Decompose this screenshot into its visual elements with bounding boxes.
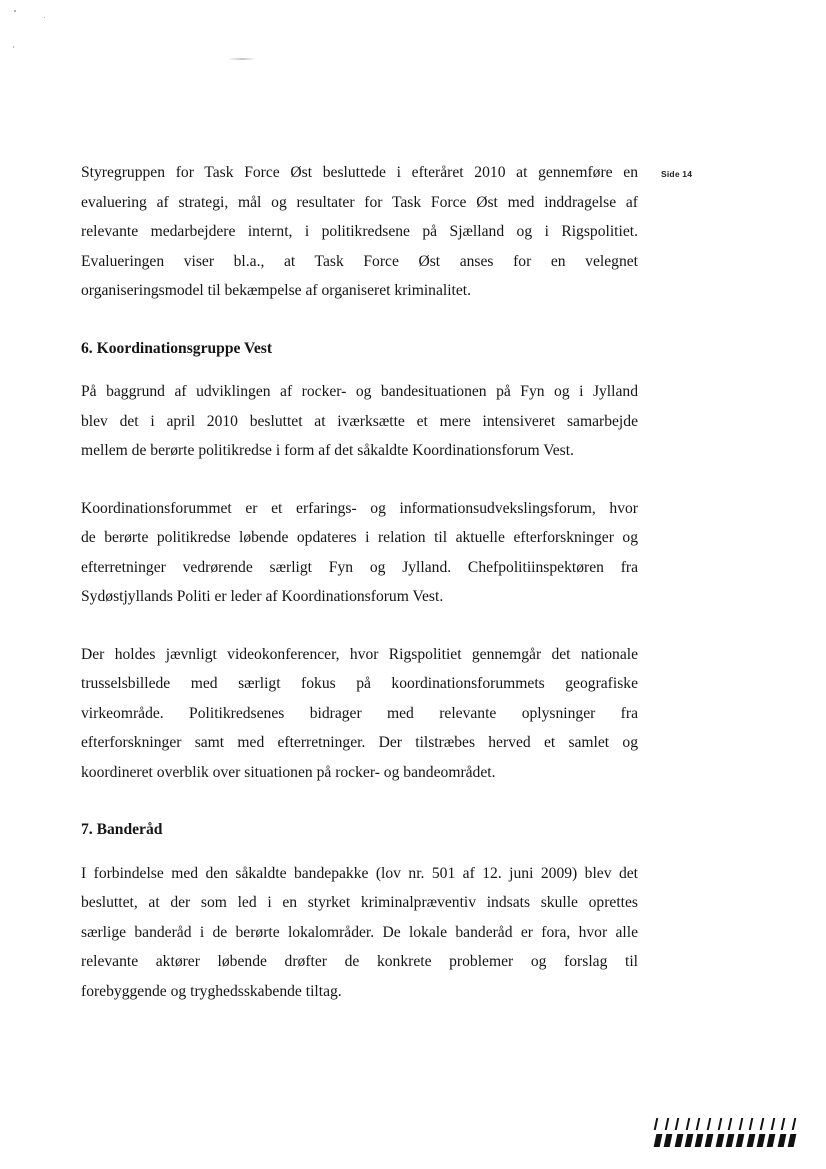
text-line: relevante medarbejdere internt, i politikredsene på Sjælland og i Rigspolitiet. [81, 223, 638, 240]
text-line: virkeområde. Politikredsenes bidrager med relevante oplysninger fra [81, 704, 638, 722]
barcode-bar [686, 1118, 691, 1130]
barcode-bar [654, 1118, 659, 1130]
section-6-paragraph-1 [81, 377, 638, 466]
barcode-bar [770, 1118, 775, 1130]
barcode-bar [726, 1134, 735, 1147]
page-number-label: Side 14 [661, 169, 693, 179]
section-6-paragraph-3 [81, 640, 638, 788]
text-line: mellem de berørte politikredse i form af det såkaldte Koordinationsforum Vest. [81, 442, 574, 459]
barcode-bar [781, 1118, 786, 1130]
text-line: besluttet, at der som led i en styrket kriminalpræventiv indsats skulle oprettes [81, 894, 638, 911]
section-7-paragraph-1 [81, 859, 638, 1007]
text-line: Styregruppen for Task Force Øst besluttede i efteråret 2010 at gennemføre en [81, 164, 638, 181]
barcode-bar [749, 1118, 754, 1130]
text-line: koordineret overblik over situationen på rocker- og bandeområdet. [81, 763, 496, 781]
document-body [81, 158, 638, 1006]
barcode-bar [674, 1134, 683, 1147]
barcode-bar [707, 1118, 712, 1130]
scan-speck [14, 10, 16, 12]
text-line: blev det i april 2010 besluttet at iværksætte et mere intensiveret samarbejde [81, 412, 638, 430]
text-line: de berørte politikredse løbende opdateres i relation til aktuelle efterforskninger og [81, 529, 638, 546]
barcode-bar [767, 1134, 776, 1147]
barcode-bar [760, 1118, 765, 1130]
text-line: efterforskninger samt med efterretninger. Der tilstræbes herved et samlet og [81, 734, 638, 751]
barcode-bar [696, 1118, 701, 1130]
scan-speck [44, 17, 45, 18]
barcode-bar [705, 1134, 714, 1147]
text-line: forebyggende og tryghedsskabende tiltag. [81, 982, 342, 1000]
text-line: På baggrund af udviklingen af rocker- og bandesituationen på Fyn og i Jylland [81, 383, 638, 400]
text-line: efterretninger vedrørende særligt Fyn og Jylland. Chefpolitiinspektøren fra [81, 558, 638, 576]
barcode-bar [736, 1134, 745, 1147]
barcode-bar [695, 1134, 704, 1147]
scan-speck [13, 46, 14, 48]
barcode-bar [777, 1134, 786, 1147]
barcode-top-row [655, 1118, 795, 1130]
barcode-bar [746, 1134, 755, 1147]
barcode-bar [787, 1134, 796, 1147]
barcode-bar [792, 1118, 797, 1130]
text-line: Sydøstjyllands Politi er leder af Koordinationsforum Vest. [81, 588, 444, 605]
text-line: Koordinationsforummet er et erfarings- og informationsudvekslingsforum, hvor [81, 499, 638, 517]
text-line: særlige banderåd i de berørte lokalområder. De lokale banderåd er fora, hvor alle [81, 923, 638, 941]
text-line: Der holdes jævnligt videokonferencer, hvor Rigspolitiet gennemgår det nationale [81, 645, 638, 663]
barcode-bar [715, 1134, 724, 1147]
intro-paragraph [81, 158, 638, 306]
barcode-bar [675, 1118, 680, 1130]
scan-smudge [228, 58, 256, 60]
barcode-bar [664, 1134, 673, 1147]
barcode-bar [757, 1134, 766, 1147]
text-line: evaluering af strategi, mål og resultater for Task Force Øst med inddragelse af [81, 193, 638, 211]
text-line: relevante aktører løbende drøfter de konkrete problemer og forslag til [81, 953, 638, 970]
barcode-bar [717, 1118, 722, 1130]
text-line: Evalueringen viser bl.a., at Task Force Øst anses for en velegnet [81, 252, 638, 270]
section-6-paragraph-2 [81, 494, 638, 612]
text-line: trusselsbillede med særligt fokus på koordinationsforummets geografiske [81, 675, 638, 692]
barcode-bar [654, 1134, 663, 1147]
barcode-bottom-row [655, 1134, 795, 1147]
barcode-bar [739, 1118, 744, 1130]
barcode-bar [664, 1118, 669, 1130]
text-line: I forbindelse med den såkaldte bandepakke (lov nr. 501 af 12. juni 2009) blev det [81, 864, 638, 882]
barcode-bar [728, 1118, 733, 1130]
document-barcode [655, 1118, 795, 1148]
barcode-bar [685, 1134, 694, 1147]
section-7-heading: 7. Banderåd [81, 821, 163, 838]
text-line: organiseringsmodel til bekæmpelse af organiseret kriminalitet. [81, 282, 472, 299]
section-6-heading: 6. Koordinationsgruppe Vest [81, 339, 273, 357]
